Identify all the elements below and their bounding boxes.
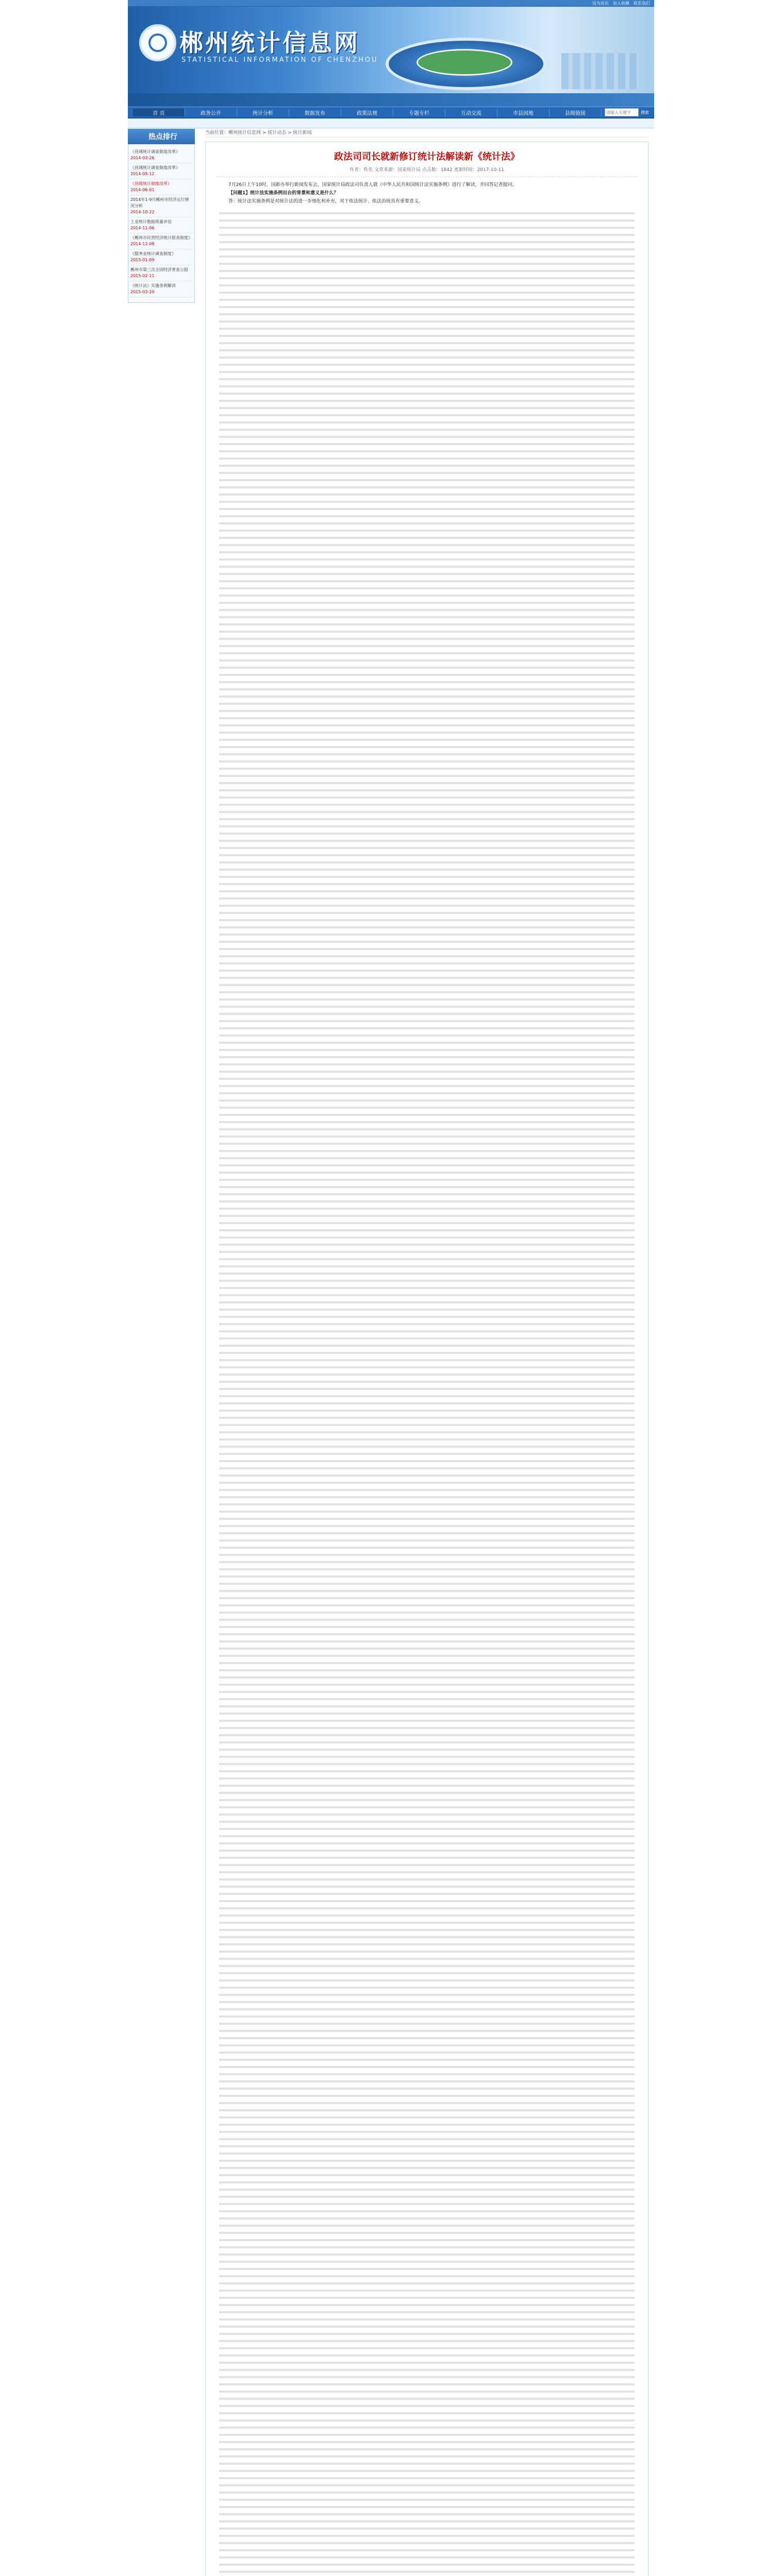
site-subtitle: STATISTICAL INFORMATION OF CHENZHOU [181,56,378,64]
main-content [205,129,648,2576]
article [205,142,648,2576]
nav-interaction[interactable]: 互动交流 [445,109,497,116]
hot-item[interactable]: 郴州市第三次全国经济普查公报 2015-02-11 [130,265,192,281]
nav-home[interactable]: 首 页 [133,109,185,116]
top-bar [128,0,654,7]
hot-item[interactable]: 《县域统计调查制度改革》 2014-05-12 [130,163,192,179]
article-paragraph: 答：统计法实施条例是对统计法的进一步细化和补充，对于依法统计、依法治统具有重要意义。 [228,199,424,204]
stadium-field-image [417,49,512,76]
article-question: 【问题1】统计法实施条例出台的背景和意义是什么？ [228,191,339,196]
article-paragraph: 7月26日上午10时，国新办举行新闻发布会，国家统计局政法司负责人就《中华人民共和国统计法实施条例》进行了解读，并回答记者提问。 [228,182,517,188]
article-text-block [219,210,635,2576]
nav-data-release[interactable]: 数据发布 [289,109,341,116]
hot-item[interactable]: 2014年1-9月郴州市经济运行情况分析 2014-10-22 [130,195,192,217]
nav-county[interactable]: 市县园地 [497,109,550,116]
search-button[interactable]: 搜索 [641,110,649,115]
site-title: 郴州统计信息网 [179,29,360,57]
search-input[interactable] [605,108,639,116]
skyline-image [561,53,639,89]
article-meta: 作者：佚名 文章来源：国家统计局 点击数：1842 更新时间：2017-10-11 [216,166,638,177]
hot-item[interactable]: 《县级统计制度改革》 2014-06-01 [130,179,192,195]
hot-item[interactable]: 《服务业统计调查制度》 2015-01-09 [130,249,192,265]
hot-item[interactable]: 《统计法》实施条例解读 2015-03-20 [130,281,192,297]
sidebar-title: 热点排行 [128,129,195,144]
hot-item[interactable]: 工业统计数据质量评估 2014-11-06 [130,217,192,233]
set-homepage-link[interactable]: 设为首页 [592,1,609,6]
nav-county-links[interactable]: 县级链接 [550,109,602,116]
hot-item[interactable]: 《郴州市民营经济统计报表制度》 2014-12-08 [130,233,192,249]
article-body [206,177,648,205]
add-favorite-link[interactable]: 加入收藏 [613,1,629,6]
nav-gov-affairs[interactable]: 政务公开 [185,109,237,116]
banner-strip [128,93,654,107]
nav-analysis[interactable]: 统计分析 [237,109,289,116]
header-banner [128,7,654,107]
sub-nav [128,118,654,128]
nav-topics[interactable]: 专题专栏 [393,109,445,116]
contact-link[interactable]: 联系我们 [634,1,650,6]
hot-item[interactable]: 《县域统计调查制度改革》 2014-03-26 [130,147,192,163]
nav-policy[interactable]: 政策法规 [341,109,393,116]
hot-list [128,144,195,303]
logo-emblem-icon [139,24,176,61]
sidebar [128,129,195,303]
article-title: 政法司司长就新修订统计法解读新《统计法》 [334,151,520,162]
page-wrapper [128,0,654,2576]
breadcrumb: 当前位置：郴州统计信息网 > 统计动态 > 统计新闻 [205,129,648,138]
main-nav [128,107,654,118]
